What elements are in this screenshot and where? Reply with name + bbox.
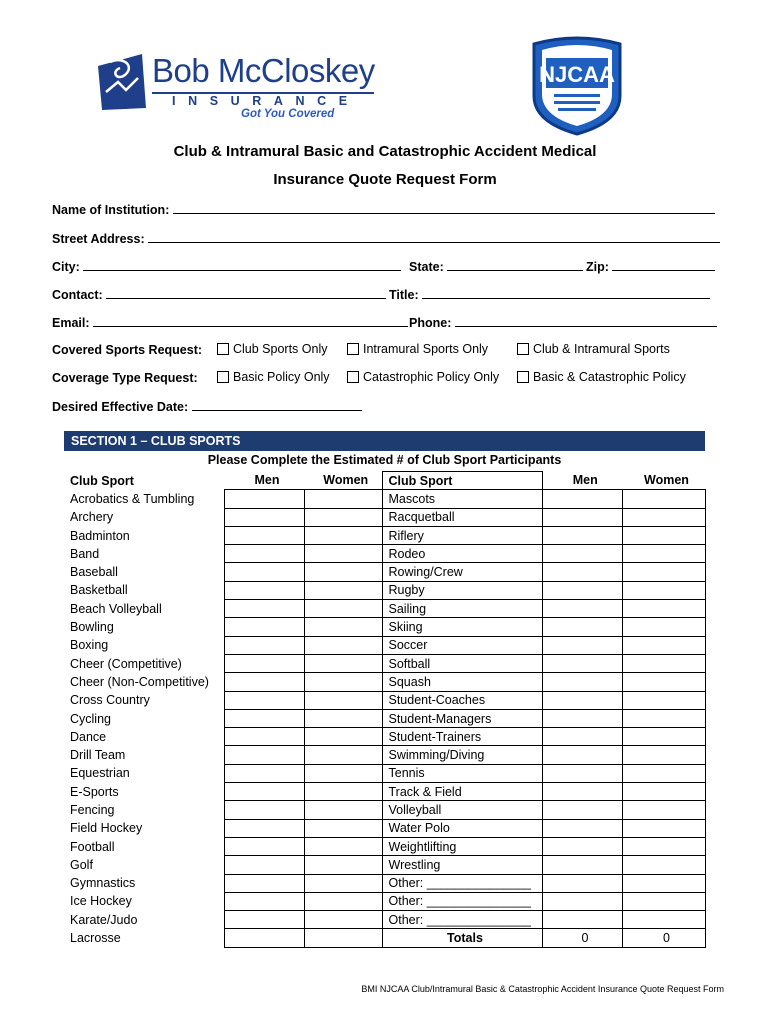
effective-date-line[interactable] [192,399,362,411]
state-label: State: [409,260,444,274]
sport-name: Track & Field [382,783,542,801]
sport-name: Rugby [382,581,542,599]
club-intramural-sports-checkbox[interactable] [517,342,670,356]
table-row [64,673,705,691]
sport-name: Basketball [70,583,128,598]
phone-field[interactable] [409,315,717,330]
men-count-cell[interactable] [224,600,304,618]
contact-label: Contact: [52,288,103,302]
city-line[interactable] [83,259,401,271]
sport-name: Bowling [70,620,114,635]
sport-name: Tennis [382,764,542,782]
sport-name: Student-Trainers [382,728,542,746]
women-count-cell[interactable] [304,783,382,801]
street-field[interactable] [52,231,720,246]
women-count-cell[interactable] [304,764,382,782]
sport-name: Other: _______________ [382,892,542,910]
sport-name: Badminton [70,528,130,543]
sport-name: Student-Managers [382,709,542,727]
sport-name: Cheer (Non-Competitive) [70,674,209,689]
coverage-type-label: Coverage Type Request: [52,371,198,385]
table-row [64,874,705,892]
checkbox-box[interactable] [517,343,529,355]
sport-name: Rowing/Crew [382,563,542,581]
women-count-cell[interactable] [622,819,705,837]
basic-policy-only-checkbox[interactable] [217,370,330,384]
col-header-men: Men [254,473,280,488]
sport-name: Equestrian [70,766,130,781]
sport-name: Student-Coaches [382,691,542,709]
women-count-cell[interactable] [304,728,382,746]
sport-name: Rodeo [382,545,542,563]
men-count-cell[interactable] [224,801,304,819]
sport-name: Baseball [70,565,118,580]
sport-name: Karate/Judo [70,912,138,927]
women-count-cell[interactable] [622,911,705,929]
men-count-cell[interactable] [224,526,304,544]
men-count-cell[interactable] [542,709,622,727]
sport-name: Cycling [70,711,111,726]
sport-name: Beach Volleyball [70,601,162,616]
table-row [64,929,705,947]
sport-name: Ice Hockey [70,894,132,909]
men-count-cell[interactable] [542,892,622,910]
zip-line[interactable] [612,259,715,271]
sport-name: Gymnastics [70,876,136,891]
women-count-cell[interactable] [622,856,705,874]
sport-name: Dance [70,729,107,744]
women-count-cell[interactable] [622,874,705,892]
table-row [64,728,705,746]
checkbox-label: Basic Policy Only [233,370,330,384]
women-count-cell[interactable] [304,801,382,819]
women-count-cell[interactable] [304,673,382,691]
sport-name: Squash [382,673,542,691]
women-count-cell[interactable] [622,728,705,746]
women-count-cell[interactable] [622,801,705,819]
men-count-cell[interactable] [542,600,622,618]
women-count-cell[interactable] [304,654,382,672]
men-count-cell[interactable] [224,618,304,636]
institution-field[interactable] [52,202,715,217]
logo-name: Bob McCloskey [152,52,375,89]
sport-name: Racquetball [382,508,542,526]
covered-sports-label: Covered Sports Request: [52,343,203,357]
men-count-cell[interactable] [224,581,304,599]
women-count-cell[interactable] [622,654,705,672]
sport-name: Acrobatics & Tumbling [70,491,195,506]
men-count-cell[interactable] [542,801,622,819]
men-count-cell[interactable] [542,508,622,526]
checkbox-label: Club & Intramural Sports [533,342,670,356]
women-count-cell[interactable] [622,490,705,508]
city-field[interactable] [52,259,401,274]
men-count-cell[interactable] [542,764,622,782]
women-count-cell[interactable] [304,691,382,709]
men-count-cell[interactable] [542,526,622,544]
page-footer: BMI NJCAA Club/Intramural Basic & Catastrophic Accident Insurance Quote Request Form [361,984,724,994]
checkbox-box[interactable] [517,371,529,383]
women-count-cell[interactable] [304,581,382,599]
sport-name: Soccer [382,636,542,654]
men-count-cell[interactable] [542,819,622,837]
table-row [64,691,705,709]
women-count-cell[interactable] [622,837,705,855]
men-count-cell[interactable] [542,783,622,801]
men-count-cell[interactable] [224,508,304,526]
men-count-cell[interactable] [542,874,622,892]
sport-name: Cross Country [70,693,150,708]
sport-name: Lacrosse [70,931,121,946]
men-count-cell[interactable] [542,728,622,746]
email-line[interactable] [93,315,408,327]
women-count-cell[interactable] [304,600,382,618]
col-header-sport: Club Sport [70,473,134,488]
women-count-cell[interactable] [622,691,705,709]
men-count-cell[interactable] [224,490,304,508]
men-count-cell[interactable] [224,783,304,801]
totals-label: Totals [382,929,542,947]
women-count-cell[interactable] [304,874,382,892]
table-row [64,911,705,929]
sport-name: Drill Team [70,748,126,763]
sport-name: Other: _______________ [382,911,542,929]
city-label: City: [52,260,80,274]
sport-name: Skiing [382,618,542,636]
sport-name: Water Polo [382,819,542,837]
men-count-cell[interactable] [542,856,622,874]
women-count-cell[interactable] [622,764,705,782]
col-header-women: Women [323,473,369,488]
men-count-cell[interactable] [224,746,304,764]
table-row [64,709,705,727]
men-count-cell[interactable] [224,892,304,910]
sport-name: Field Hockey [70,821,143,836]
bob-mccloskey-mark-icon [96,52,148,110]
men-count-cell[interactable] [224,728,304,746]
women-count-cell[interactable] [622,526,705,544]
women-count-cell[interactable] [304,746,382,764]
table-row [64,764,705,782]
sport-name: Wrestling [382,856,542,874]
email-field[interactable] [52,315,408,330]
sport-name: Other: _______________ [382,874,542,892]
table-row [64,746,705,764]
sport-name: Band [70,546,100,561]
table-row [64,600,705,618]
bob-mccloskey-logo [96,48,386,128]
sport-name: E-Sports [70,784,119,799]
men-count-cell[interactable] [542,837,622,855]
men-count-cell[interactable] [542,490,622,508]
women-count-cell[interactable] [304,490,382,508]
sport-name: Riflery [382,526,542,544]
zip-field[interactable] [586,259,715,274]
sport-name: Football [70,839,115,854]
email-label: Email: [52,316,90,330]
men-count-cell[interactable] [542,618,622,636]
checkbox-box[interactable] [347,343,359,355]
table-row [64,801,705,819]
state-line[interactable] [447,259,583,271]
table-row [64,563,705,581]
women-count-cell[interactable] [622,636,705,654]
sport-name: Sailing [382,600,542,618]
section1-header: SECTION 1 – CLUB SPORTS [64,431,705,451]
effective-date-label: Desired Effective Date: [52,400,189,414]
men-count-cell[interactable] [224,929,304,947]
checkbox-label: Catastrophic Policy Only [363,370,500,384]
men-count-cell[interactable] [542,563,622,581]
phone-line[interactable] [455,315,717,327]
institution-label: Name of Institution: [52,203,170,217]
women-count-cell[interactable] [304,892,382,910]
checkbox-label: Club Sports Only [233,342,328,356]
sport-name: Boxing [70,638,109,653]
women-count-cell[interactable] [304,709,382,727]
title-line[interactable] [422,287,710,299]
club-sports-table [64,471,706,948]
sport-name: Archery [70,510,114,525]
title-field[interactable] [389,287,710,302]
women-count-cell[interactable] [622,508,705,526]
women-count-cell[interactable] [304,856,382,874]
women-count-cell[interactable] [304,636,382,654]
sport-name: Softball [382,654,542,672]
logo-tagline: Got You Covered [241,108,335,120]
street-line[interactable] [148,231,720,243]
men-count-cell[interactable] [542,545,622,563]
table-row [64,856,705,874]
women-count-cell[interactable] [304,929,382,947]
men-count-cell[interactable] [224,911,304,929]
women-count-cell[interactable] [304,563,382,581]
checkbox-box[interactable] [217,343,229,355]
checkbox-label: Basic & Catastrophic Policy [533,370,686,384]
table-row [64,618,705,636]
women-count-cell[interactable] [622,545,705,563]
women-count-cell[interactable] [304,911,382,929]
table-row [64,508,705,526]
women-count-cell[interactable] [622,600,705,618]
form-title-line2: Insurance Quote Request Form [273,171,497,188]
women-count-cell[interactable] [304,545,382,563]
catastrophic-policy-only-checkbox[interactable] [347,370,499,384]
checkbox-box[interactable] [217,371,229,383]
logo-subtitle: INSURANCE [172,94,360,108]
checkbox-box[interactable] [347,371,359,383]
men-count-cell[interactable] [542,636,622,654]
table-header-row [64,472,705,490]
checkbox-label: Intramural Sports Only [363,342,489,356]
men-count-cell[interactable] [224,691,304,709]
women-count-cell[interactable] [622,581,705,599]
state-field[interactable] [409,259,583,274]
men-count-cell[interactable] [224,856,304,874]
table-row [64,837,705,855]
women-count-cell[interactable] [622,618,705,636]
zip-label: Zip: [586,260,609,274]
table-row [64,636,705,654]
women-count-cell[interactable] [622,892,705,910]
col-header-sport-2: Club Sport [382,472,542,490]
table-row [64,526,705,544]
table-row [64,490,705,508]
men-count-cell[interactable] [542,654,622,672]
women-count-cell[interactable] [622,673,705,691]
contact-field[interactable] [52,287,386,302]
totals-women: 0 [622,929,705,947]
sport-name: Fencing [70,802,115,817]
col-header-men-2: Men [572,473,598,488]
totals-men: 0 [542,929,622,947]
men-count-cell[interactable] [224,709,304,727]
sport-name: Golf [70,857,93,872]
effective-date-field[interactable] [52,399,362,414]
women-count-cell[interactable] [622,746,705,764]
women-count-cell[interactable] [622,709,705,727]
men-count-cell[interactable] [224,563,304,581]
men-count-cell[interactable] [542,746,622,764]
intramural-sports-only-checkbox[interactable] [347,342,488,356]
table-row [64,892,705,910]
men-count-cell[interactable] [224,819,304,837]
basic-catastrophic-policy-checkbox[interactable] [517,370,686,384]
sport-name: Cheer (Competitive) [70,656,182,671]
men-count-cell[interactable] [224,654,304,672]
women-count-cell[interactable] [304,837,382,855]
street-label: Street Address: [52,232,145,246]
section1-instructions: Please Complete the Estimated # of Club Sport Participants [207,453,562,467]
women-count-cell[interactable] [622,563,705,581]
men-count-cell[interactable] [224,545,304,563]
table-row [64,654,705,672]
men-count-cell[interactable] [542,673,622,691]
men-count-cell[interactable] [224,837,304,855]
men-count-cell[interactable] [542,911,622,929]
men-count-cell[interactable] [224,874,304,892]
men-count-cell[interactable] [224,764,304,782]
njcaa-logo-text: NJCAA [539,62,615,87]
women-count-cell[interactable] [304,819,382,837]
njcaa-logo [524,36,630,136]
men-count-cell[interactable] [224,636,304,654]
table-row [64,783,705,801]
men-count-cell[interactable] [542,691,622,709]
phone-label: Phone: [409,316,452,330]
club-sports-only-checkbox[interactable] [217,342,327,356]
institution-line[interactable] [173,202,715,214]
women-count-cell[interactable] [304,526,382,544]
women-count-cell[interactable] [304,508,382,526]
contact-line[interactable] [106,287,386,299]
table-row [64,819,705,837]
table-row [64,545,705,563]
col-header-women-2: Women [644,473,689,488]
women-count-cell[interactable] [304,618,382,636]
table-row [64,581,705,599]
title-label: Title: [389,288,419,302]
sport-name: Weightlifting [382,837,542,855]
men-count-cell[interactable] [224,673,304,691]
sport-name: Volleyball [382,801,542,819]
sport-name: Mascots [382,490,542,508]
sport-name: Swimming/Diving [382,746,542,764]
women-count-cell[interactable] [622,783,705,801]
men-count-cell[interactable] [542,581,622,599]
form-title-line1: Club & Intramural Basic and Catastrophic Accident Medical [173,143,597,160]
